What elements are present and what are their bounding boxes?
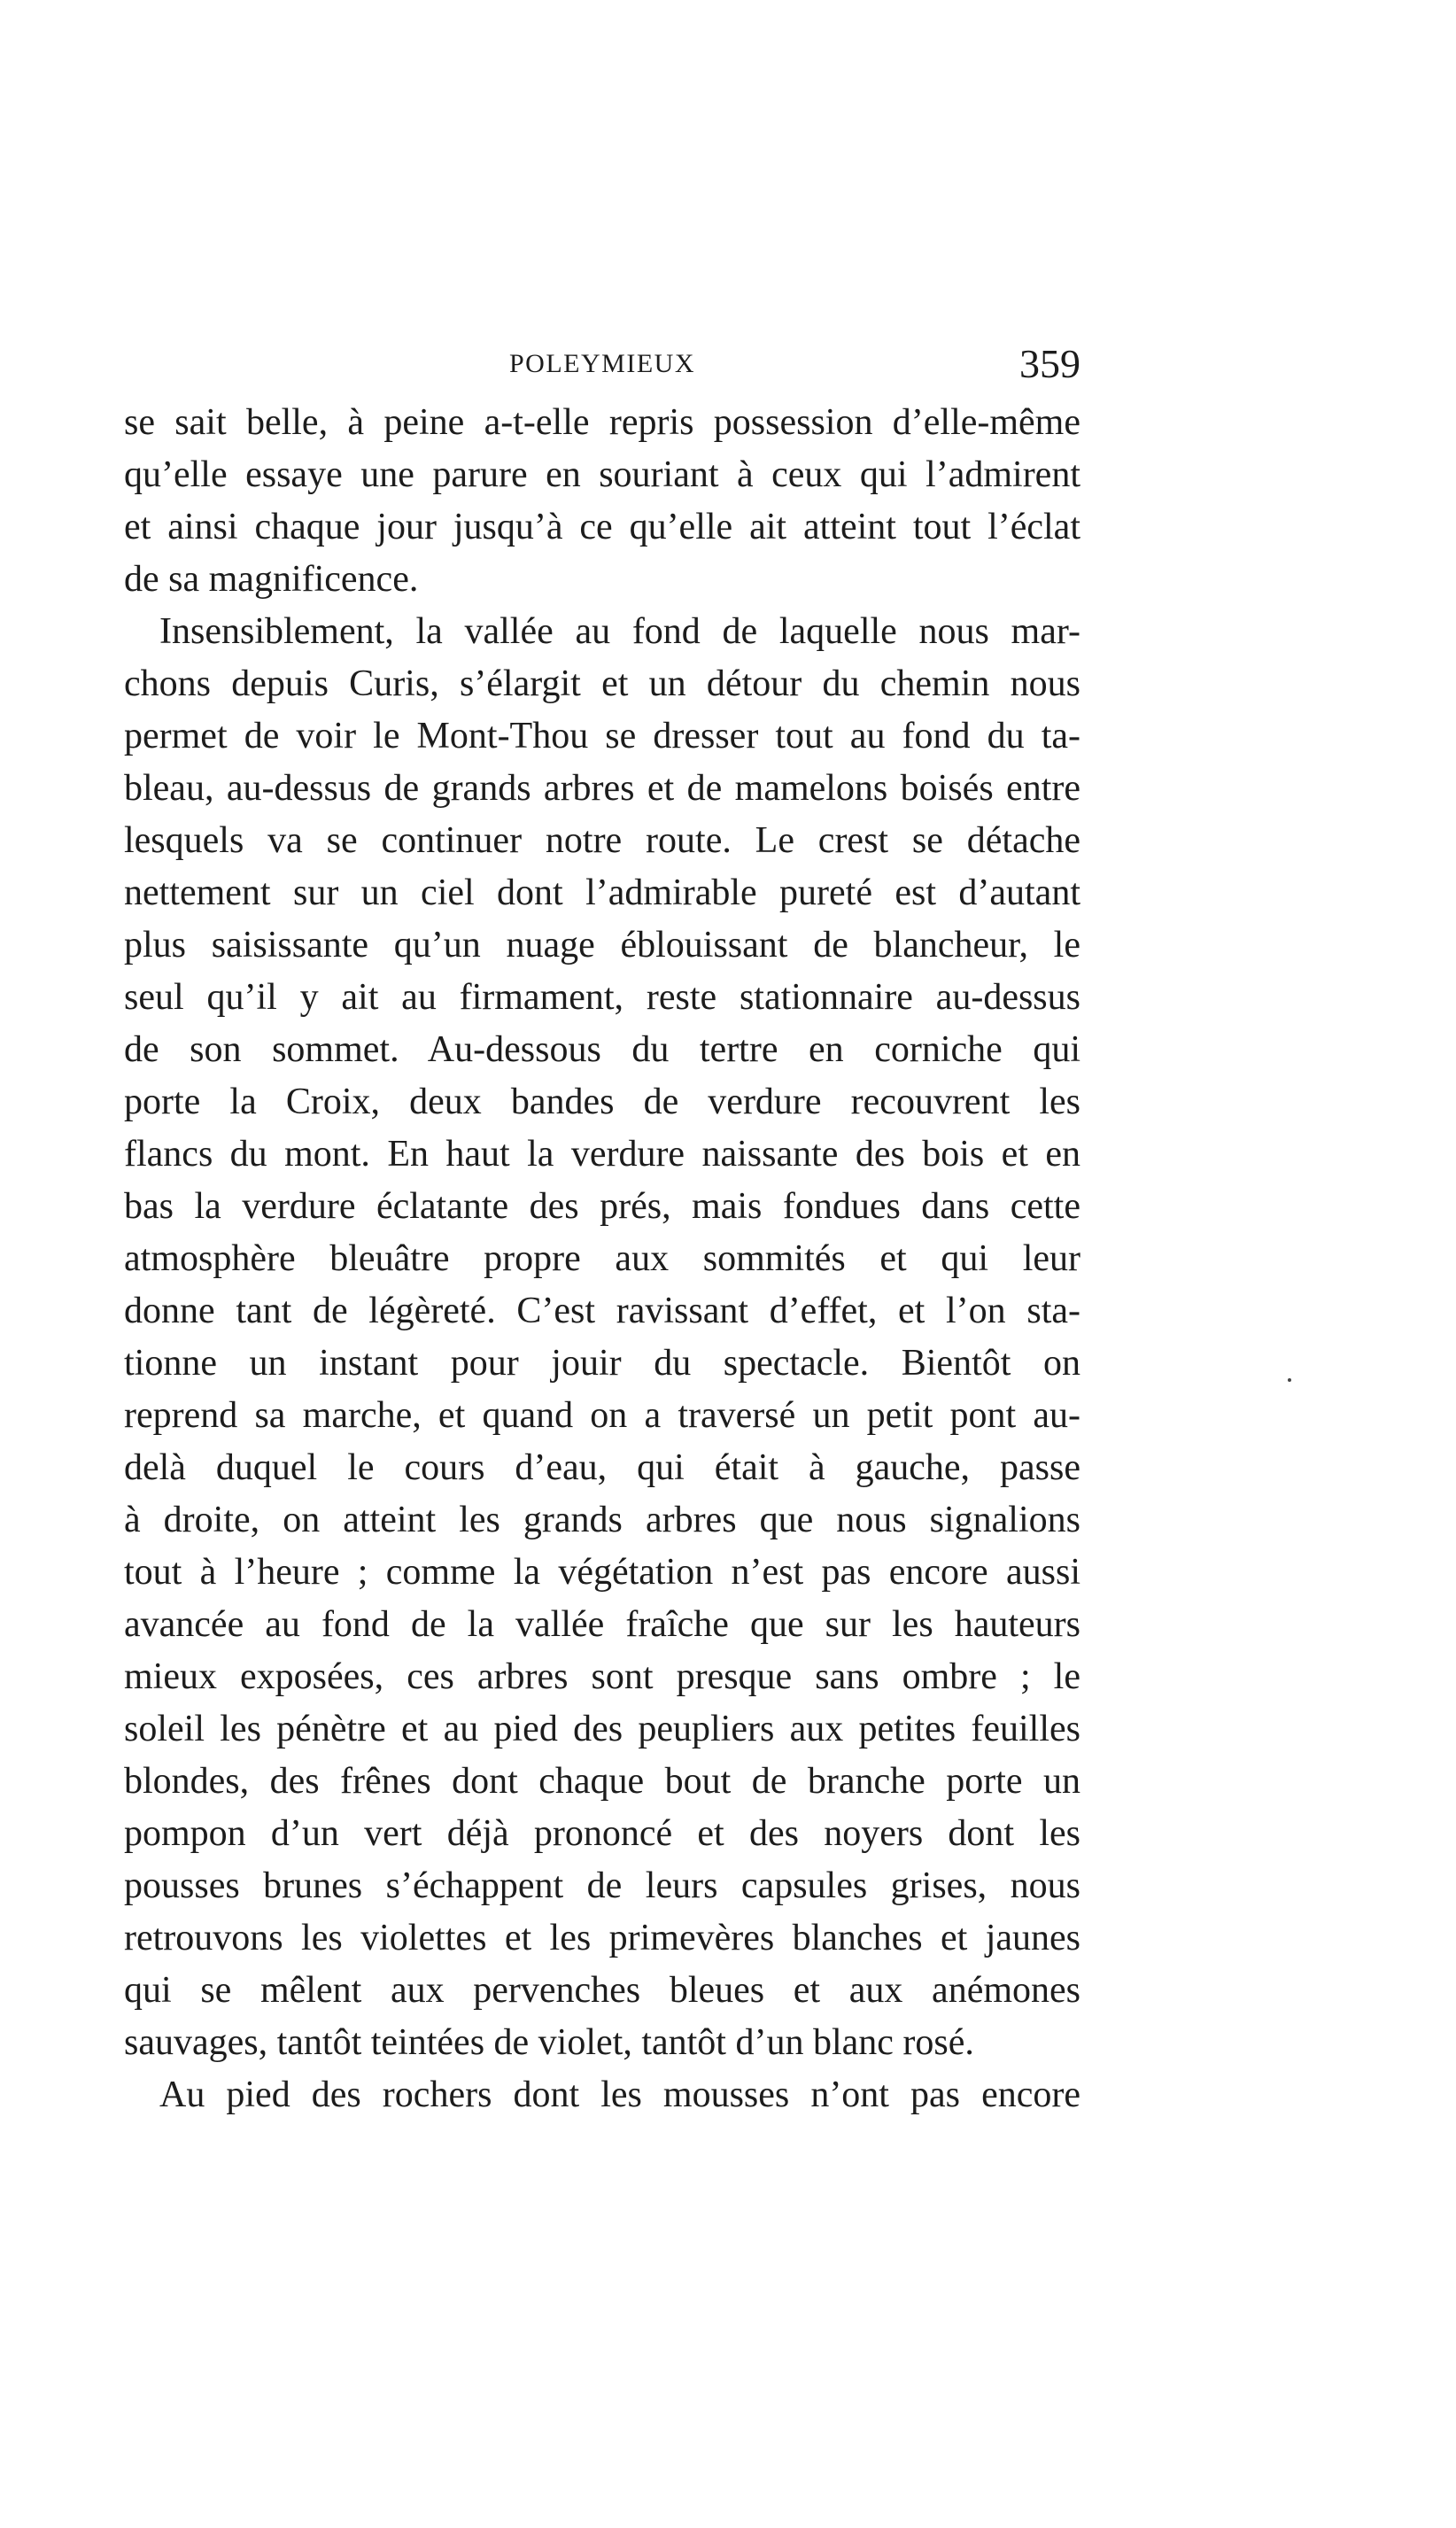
text-line: se sait belle, à peine a-t-elle repris possession d’elle-même xyxy=(124,402,1080,443)
text-line: porte la Croix, deux bandes de verdure recouvrent les xyxy=(124,1082,1080,1122)
text-line: avancée au fond de la vallée fraîche que sur les hauteurs xyxy=(124,1604,1080,1645)
text-line: delà duquel le cours d’eau, qui était à gauche, passe xyxy=(124,1447,1080,1488)
text-line: sauvages, tantôt teintées de violet, tantôt d’un blanc rosé. xyxy=(124,2022,974,2063)
text-line: pousses brunes s’échappent de leurs capsules grises, nous xyxy=(124,1865,1080,1906)
running-title: POLEYMIEUX xyxy=(509,349,695,378)
text-line: seul qu’il y ait au firmament, reste stationnaire au-dessus xyxy=(124,977,1080,1018)
text-line: Insensiblement, la vallée au fond de laquelle nous mar- xyxy=(159,611,1080,652)
ink-speck xyxy=(1288,1378,1291,1382)
text-line: qu’elle essaye une parure en souriant à ceux qui l’admirent xyxy=(124,454,1080,495)
text-line: flancs du mont. En haut la verdure naissante des bois et en xyxy=(124,1134,1080,1175)
text-line: permet de voir le Mont-Thou se dresser tout au fond du ta- xyxy=(124,716,1080,756)
text-line: qui se mêlent aux pervenches bleues et aux anémones xyxy=(124,1970,1080,2011)
text-line: tout à l’heure ; comme la végétation n’est pas encore aussi xyxy=(124,1552,1080,1593)
text-line: plus saisissante qu’un nuage éblouissant de blancheur, le xyxy=(124,925,1080,965)
text-line: retrouvons les violettes et les primevères blanches et jaunes xyxy=(124,1918,1080,1958)
text-line: et ainsi chaque jour jusqu’à ce qu’elle ait atteint tout l’éclat xyxy=(124,507,1080,547)
text-line: bleau, au-dessus de grands arbres et de mamelons boisés entre xyxy=(124,768,1080,809)
text-line: de son sommet. Au-dessous du tertre en corniche qui xyxy=(124,1029,1080,1070)
text-line: nettement sur un ciel dont l’admirable pureté est d’autant xyxy=(124,872,1080,913)
text-line: de sa magnificence. xyxy=(124,559,419,600)
text-line: chons depuis Curis, s’élargit et un détour du chemin nous xyxy=(124,663,1080,704)
text-line: donne tant de légèreté. C’est ravissant d’effet, et l’on sta- xyxy=(124,1291,1080,1331)
text-line: lesquels va se continuer notre route. Le crest se détache xyxy=(124,820,1080,861)
text-line: bas la verdure éclatante des prés, mais fondues dans cette xyxy=(124,1186,1080,1227)
text-line: pompon d’un vert déjà prononcé et des noyers dont les xyxy=(124,1813,1080,1854)
text-line: tionne un instant pour jouir du spectacle. Bientôt on xyxy=(124,1343,1080,1384)
text-line: blondes, des frênes dont chaque bout de branche porte un xyxy=(124,1761,1080,1802)
text-line: atmosphère bleuâtre propre aux sommités et qui leur xyxy=(124,1238,1080,1279)
body-text xyxy=(124,397,1080,2121)
text-line: soleil les pénètre et au pied des peupliers aux petites feuilles xyxy=(124,1709,1080,1749)
text-line: mieux exposées, ces arbres sont presque sans ombre ; le xyxy=(124,1656,1080,1697)
page-number: 359 xyxy=(1019,341,1080,386)
running-head xyxy=(124,341,1080,397)
text-line: reprend sa marche, et quand on a traversé un petit pont au- xyxy=(124,1395,1080,1436)
text-line: Au pied des rochers dont les mousses n’ont pas encore xyxy=(159,2074,1080,2115)
text-line: à droite, on atteint les grands arbres que nous signalions xyxy=(124,1500,1080,1540)
